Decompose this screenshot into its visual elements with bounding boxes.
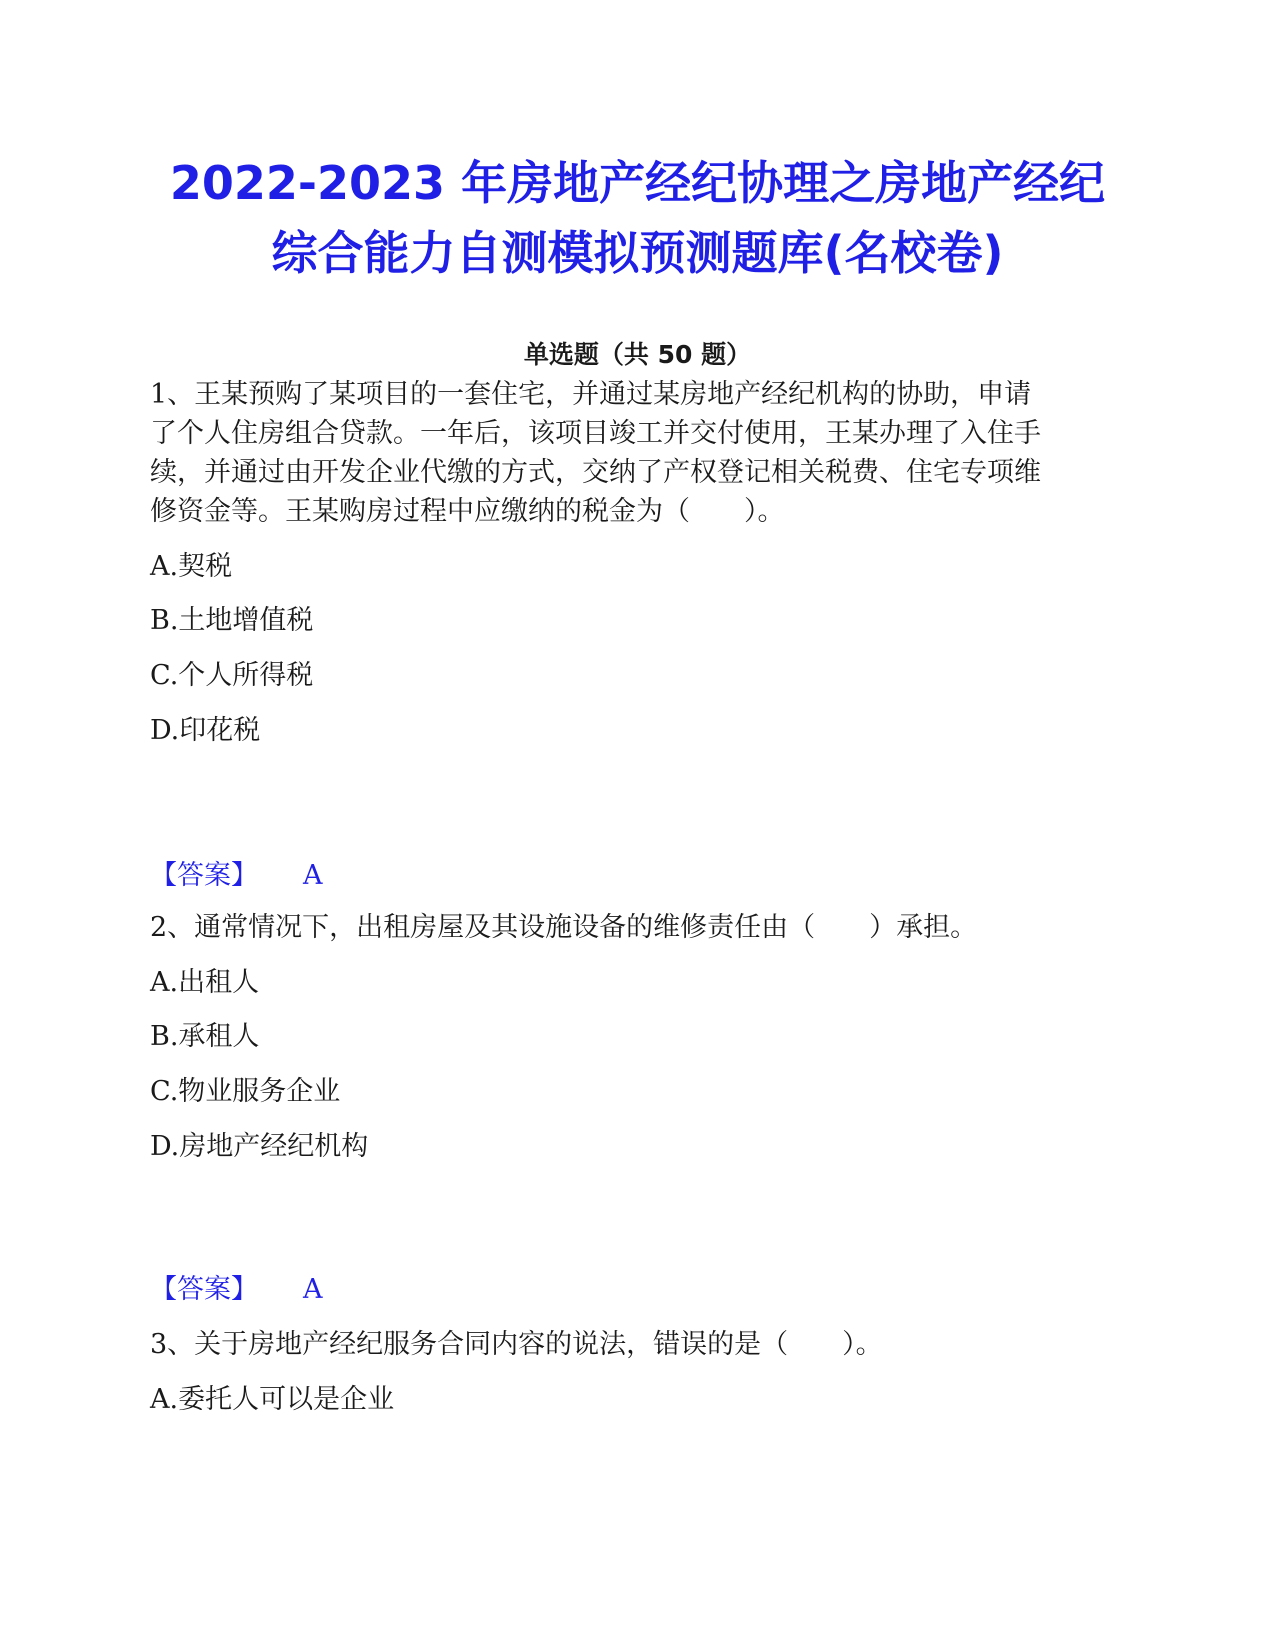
answer-value: A [303, 860, 323, 891]
question-1-stem-line-2: 了个人住房组合贷款。一年后，该项目竣工并交付使用，王某办理了入住手 [150, 418, 1041, 449]
question-1-stem-line-4: 修资金等。王某购房过程中应缴纳的税金为（ ）。 [150, 496, 785, 527]
question-2-option-b: B.承租人 [150, 1021, 260, 1052]
answer-value: A [303, 1274, 323, 1305]
question-2-option-a: A.出租人 [150, 967, 260, 998]
question-1-stem-line-1: 1、王某预购了某项目的一套住宅，并通过某房地产经纪机构的协助，申请 [150, 379, 1032, 410]
question-1-option-d: D.印花税 [150, 715, 261, 746]
document-title-line-1: 2022-2023 年房地产经纪协理之房地产经纪 [169, 156, 1106, 210]
question-2-option-c: C.物业服务企业 [150, 1076, 341, 1107]
question-2-option-d: D.房地产经纪机构 [150, 1131, 369, 1162]
document-title-line-2: 综合能力自测模拟预测题库(名校卷) [271, 226, 1004, 280]
question-1-option-b: B.土地增值税 [150, 605, 314, 636]
question-1-option-c: C.个人所得税 [150, 660, 314, 691]
question-3-stem-line-1: 3、关于房地产经纪服务合同内容的说法，错误的是（ ）。 [150, 1329, 883, 1360]
question-1-stem-line-3: 续，并通过由开发企业代缴的方式，交纳了产权登记相关税费、住宅专项维 [150, 457, 1041, 488]
section-title: 单选题（共 50 题） [523, 340, 752, 369]
question-1-option-a: A.契税 [150, 551, 233, 582]
question-2-answer [150, 1275, 323, 1305]
question-2-stem-line-1: 2、通常情况下，出租房屋及其设施设备的维修责任由（ ）承担。 [150, 912, 978, 943]
answer-label: 【答案】 [150, 1274, 258, 1305]
question-3-option-a: A.委托人可以是企业 [150, 1384, 395, 1415]
answer-label: 【答案】 [150, 860, 258, 891]
question-1-answer [150, 861, 323, 891]
